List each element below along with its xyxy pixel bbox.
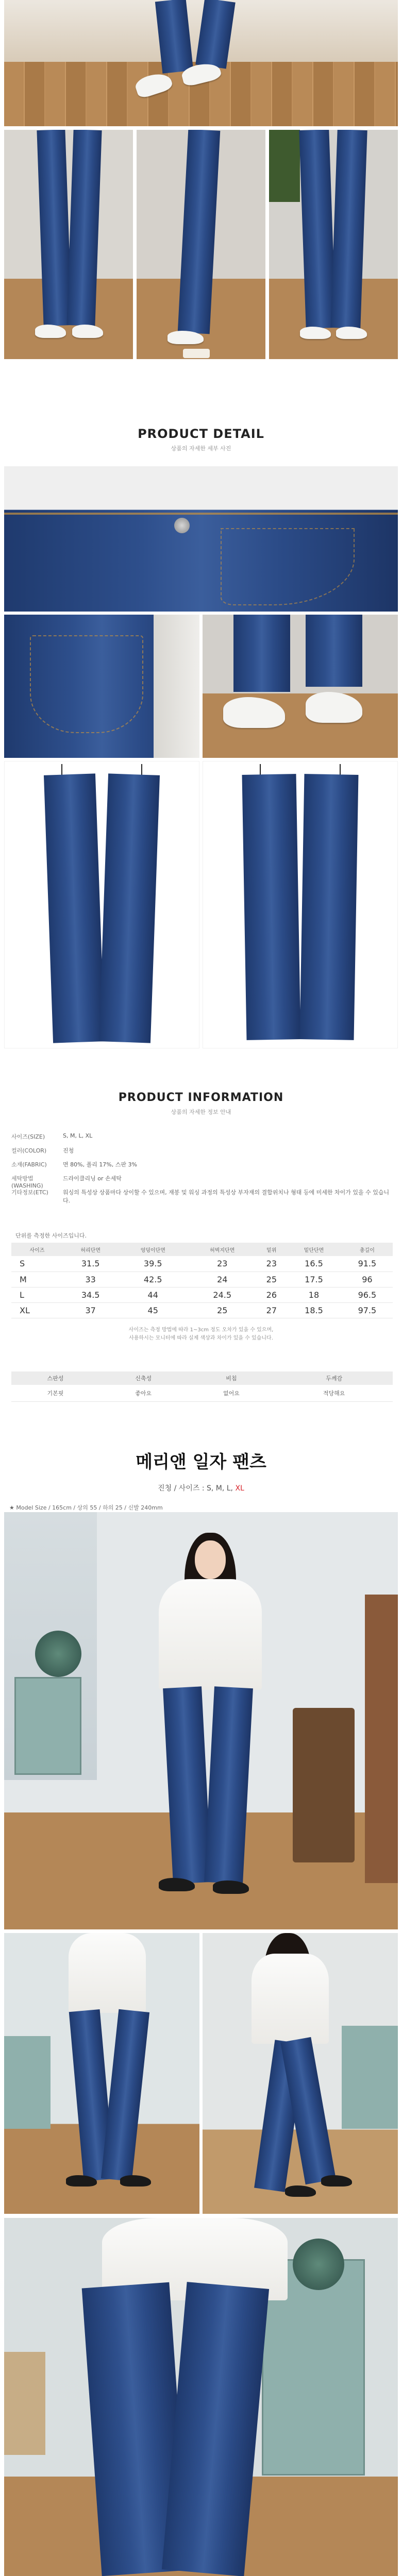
- hem-detail-photo: [203, 615, 398, 758]
- size-note-1: 사이즈는 측정 방법에 따라 1~3cm 정도 오차가 있을 수 있으며,: [128, 1327, 274, 1333]
- info-row-color: 컬러(COLOR) 진청: [11, 1147, 74, 1154]
- size-table-header: 사이즈 허리단면 엉덩이단면 허벅지단면 밑위 밑단단면 총길이: [11, 1243, 393, 1256]
- model-pose-right-photo: [203, 1933, 398, 2214]
- hero-legs-photo: [4, 0, 398, 126]
- front-view-photo: [4, 130, 133, 359]
- back-view-photo: [269, 130, 398, 359]
- table-row: 기본핏 좋아요 없어요 적당해요: [11, 1385, 393, 1401]
- table-row: S 31.5 39.5 23 23 16.5 91.5: [11, 1256, 393, 1272]
- info-row-size: 사이즈(SIZE) S, M, L, XL: [11, 1132, 93, 1140]
- model-size-info: ★ Model Size / 165cm / 상의 55 / 하의 25 / 신발 240mm: [9, 1504, 163, 1511]
- size-table: [11, 1243, 393, 1318]
- size-note-2: 사용하시는 모니터에 따라 실제 색상과 차이가 있을 수 있습니다.: [129, 1335, 273, 1341]
- model-fullbody-photo: [4, 1512, 398, 1929]
- table-row: XL 37 45 25 27 18.5 97.5: [11, 1302, 393, 1318]
- flatlay-front-photo: [4, 761, 199, 1048]
- info-row-fabric: 소재(FABRIC) 면 80%, 폴리 17%, 스판 3%: [11, 1161, 137, 1168]
- product-information-subtitle: 상품의 자세한 정보 안내: [171, 1109, 231, 1115]
- product-detail-subtitle: 상품의 자세한 세부 사진: [171, 445, 231, 452]
- info-row-etc: 기타정보(ETC) 워싱의 특성상 상품마다 상이할 수 있으며, 재봉 및 워싱 과정의 특성상 부자재의 결합위치나 형태 등에 미세한 차이가 있을 수 있습니다.: [11, 1189, 390, 1204]
- flatlay-back-photo: [203, 761, 398, 1048]
- product-name: 메리앤 일자 팬츠: [136, 1452, 266, 1472]
- product-information-title: PRODUCT INFORMATION: [118, 1091, 284, 1104]
- size-table-caption: 단위를 측정한 사이즈입니다.: [15, 1232, 87, 1239]
- side-view-photo: [137, 130, 265, 359]
- color-size-line: 진청 / 사이즈 : S, M, L, XL: [158, 1484, 244, 1493]
- model-seated-photo: [4, 2218, 398, 2576]
- model-pose-left-photo: [4, 1933, 199, 2214]
- table-row: L 34.5 44 24.5 26 18 96.5: [11, 1287, 393, 1302]
- table-row: M 33 42.5 24 25 17.5 96: [11, 1272, 393, 1287]
- fabric-table: [11, 1371, 393, 1402]
- product-detail-title: PRODUCT DETAIL: [138, 427, 264, 441]
- fabric-table-header: 스판성 신축성 비침 두께감: [11, 1371, 393, 1385]
- waistband-closeup-photo: [4, 466, 398, 612]
- back-pocket-photo: [4, 615, 199, 758]
- info-row-washing: 세탁방법(WASHING) 드라이클리닝 or 손세탁: [11, 1175, 122, 1189]
- size-xl-highlight: XL: [235, 1484, 244, 1493]
